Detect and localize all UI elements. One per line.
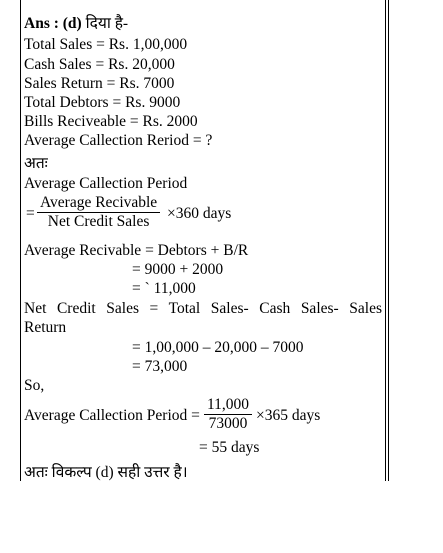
so-text: So, — [24, 377, 45, 394]
conclusion-text: अतः विकल्प (d) सही उत्तर है। — [24, 464, 188, 481]
formula-numerator: Average Recivable — [37, 194, 160, 213]
formula-equals: = — [26, 205, 35, 222]
recivable-line-1: Average Recivable = Debtors + B/R — [24, 242, 249, 259]
answer-label: Ans : (d) — [24, 15, 82, 32]
given-bills-receivable: Bills Recivеable = Rs. 2000 — [24, 113, 198, 130]
answer-given-text: दिया है- — [85, 15, 129, 32]
recivable-line-3: = ` 11,000 — [132, 280, 196, 297]
recivable-line-2: = 9000 + 2000 — [132, 261, 224, 278]
final-label: Average Callection Period = — [24, 407, 200, 424]
frame-right-border — [388, 0, 389, 481]
formula-multiplier: ×360 days — [167, 205, 232, 222]
final-multiplier: ×365 days — [256, 407, 321, 424]
formula-denominator: Net Credit Sales — [47, 213, 150, 230]
atah-text: अतः — [24, 155, 48, 172]
formula-title: Average Callection Period — [24, 175, 188, 192]
final-numerator: 11,000 — [204, 396, 252, 415]
given-sales-return: Sales Return = Rs. 7000 — [24, 75, 175, 92]
given-question: Average Callection Rеriod = ? — [24, 132, 213, 149]
net-credit-line-1b: Return — [24, 319, 67, 336]
answer-heading — [24, 11, 128, 33]
net-credit-line-2: = 1,00,000 – 20,000 – 7000 — [132, 339, 304, 356]
final-result: = 55 days — [199, 439, 260, 456]
given-total-debtors: Total Debtors = Rs. 9000 — [24, 94, 181, 111]
final-denominator: 73000 — [208, 415, 248, 432]
net-credit-line-3: = 73,000 — [132, 358, 188, 375]
formula-fraction — [37, 194, 160, 231]
final-fraction — [204, 396, 252, 433]
net-credit-line-1: Net Credit Sales = Total Sales- Cash Sales- Sales — [24, 300, 382, 317]
given-total-sales: Total Sales = Rs. 1,00,000 — [24, 36, 188, 53]
given-cash-sales: Cash Sales = Rs. 20,000 — [24, 56, 175, 73]
